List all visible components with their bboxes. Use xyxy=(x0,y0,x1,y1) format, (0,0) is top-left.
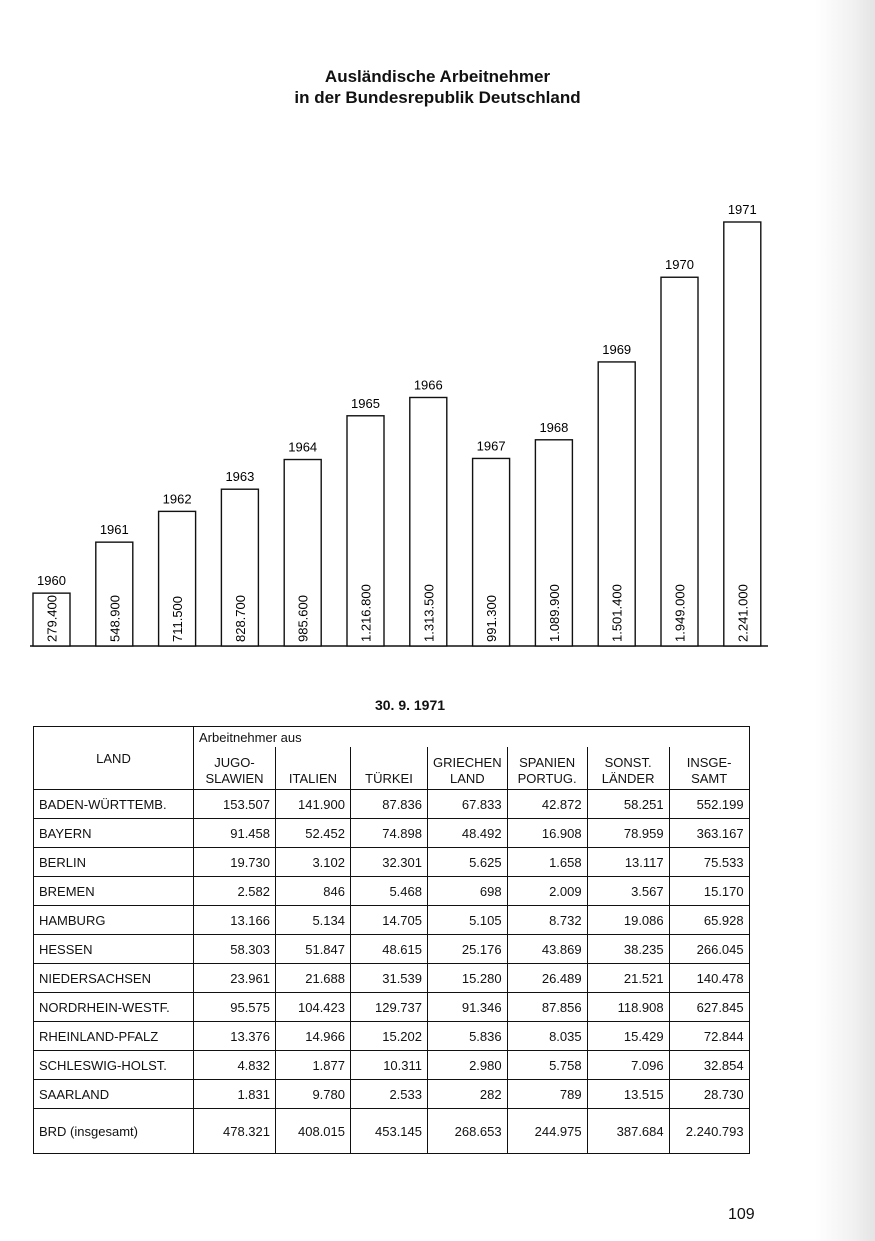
value-cell: 627.845 xyxy=(669,993,749,1022)
value-cell: 3.102 xyxy=(276,848,351,877)
value-cell: 87.856 xyxy=(507,993,587,1022)
page-number: 109 xyxy=(728,1206,755,1223)
workers-table xyxy=(33,726,750,1154)
value-cell: 72.844 xyxy=(669,1022,749,1051)
value-cell: 74.898 xyxy=(351,819,428,848)
value-cell: 10.311 xyxy=(351,1051,428,1080)
value-cell: 52.452 xyxy=(276,819,351,848)
value-cell: 2.980 xyxy=(428,1051,508,1080)
column-header: TÜRKEI xyxy=(351,747,428,790)
land-cell: NORDRHEIN-WESTF. xyxy=(34,993,194,1022)
land-cell: BADEN-WÜRTTEMB. xyxy=(34,790,194,819)
value-cell: 15.170 xyxy=(669,877,749,906)
table-row xyxy=(34,935,750,964)
value-label-1971: 2.241.000 xyxy=(735,584,751,642)
value-cell: 91.458 xyxy=(194,819,276,848)
value-cell: 42.872 xyxy=(507,790,587,819)
column-header: INSGE- SAMT xyxy=(669,747,749,790)
value-cell: 5.134 xyxy=(276,906,351,935)
value-cell: 268.653 xyxy=(428,1109,508,1154)
value-cell: 1.877 xyxy=(276,1051,351,1080)
value-label-1966: 1.313.500 xyxy=(421,584,437,642)
value-cell: 5.105 xyxy=(428,906,508,935)
value-cell: 9.780 xyxy=(276,1080,351,1109)
value-cell: 266.045 xyxy=(669,935,749,964)
land-cell: BERLIN xyxy=(34,848,194,877)
value-cell: 19.086 xyxy=(587,906,669,935)
value-cell: 244.975 xyxy=(507,1109,587,1154)
value-cell: 7.096 xyxy=(587,1051,669,1080)
value-label-1962: 711.500 xyxy=(170,595,186,642)
table-row xyxy=(34,1080,750,1109)
value-cell: 91.346 xyxy=(428,993,508,1022)
value-cell: 363.167 xyxy=(669,819,749,848)
value-label-1960: 279.400 xyxy=(44,595,60,642)
group-header: Arbeitnehmer aus xyxy=(194,727,750,748)
value-cell: 698 xyxy=(428,877,508,906)
value-cell: 129.737 xyxy=(351,993,428,1022)
value-cell: 478.321 xyxy=(194,1109,276,1154)
value-cell: 25.176 xyxy=(428,935,508,964)
value-cell: 13.376 xyxy=(194,1022,276,1051)
value-label-1964: 985.600 xyxy=(295,595,311,642)
year-label-1967: 1967 xyxy=(476,438,506,454)
year-label-1960: 1960 xyxy=(37,573,66,589)
value-cell: 28.730 xyxy=(669,1080,749,1109)
value-label-1970: 1.949.000 xyxy=(672,584,688,642)
land-cell: BAYERN xyxy=(34,819,194,848)
value-cell: 282 xyxy=(428,1080,508,1109)
table-date: 30. 9. 1971 xyxy=(374,697,446,713)
value-cell: 31.539 xyxy=(351,964,428,993)
value-cell: 32.301 xyxy=(351,848,428,877)
value-cell: 140.478 xyxy=(669,964,749,993)
value-cell: 58.303 xyxy=(194,935,276,964)
year-label-1968: 1968 xyxy=(539,419,569,435)
value-label-1961: 548.900 xyxy=(107,595,123,642)
land-cell: RHEINLAND-PFALZ xyxy=(34,1022,194,1051)
table-row xyxy=(34,819,750,848)
table-row xyxy=(34,790,750,819)
value-cell: 14.705 xyxy=(351,906,428,935)
value-cell: 43.869 xyxy=(507,935,587,964)
land-cell: SAARLAND xyxy=(34,1080,194,1109)
column-header: SONST. LÄNDER xyxy=(587,747,669,790)
value-cell: 75.533 xyxy=(669,848,749,877)
value-cell: 95.575 xyxy=(194,993,276,1022)
chart-title: Ausländische Arbeitnehmer xyxy=(324,67,551,86)
land-cell: BREMEN xyxy=(34,877,194,906)
value-label-1969: 1.501.400 xyxy=(609,584,625,642)
value-cell: 48.615 xyxy=(351,935,428,964)
value-cell: 5.836 xyxy=(428,1022,508,1051)
column-header: SPANIEN PORTUG. xyxy=(507,747,587,790)
value-cell: 13.515 xyxy=(587,1080,669,1109)
land-cell: HAMBURG xyxy=(34,906,194,935)
year-label-1970: 1970 xyxy=(665,257,694,273)
value-cell: 15.429 xyxy=(587,1022,669,1051)
value-cell: 15.280 xyxy=(428,964,508,993)
table-row xyxy=(34,877,750,906)
value-cell: 1.658 xyxy=(507,848,587,877)
value-cell: 8.732 xyxy=(507,906,587,935)
year-label-1964: 1964 xyxy=(288,439,318,455)
value-cell: 87.836 xyxy=(351,790,428,819)
value-cell: 78.959 xyxy=(587,819,669,848)
value-cell: 19.730 xyxy=(194,848,276,877)
year-label-1962: 1962 xyxy=(162,491,192,507)
column-header: GRIECHEN LAND xyxy=(428,747,508,790)
value-cell: 5.758 xyxy=(507,1051,587,1080)
value-cell: 2.240.793 xyxy=(669,1109,749,1154)
value-cell: 67.833 xyxy=(428,790,508,819)
value-cell: 14.966 xyxy=(276,1022,351,1051)
land-cell: SCHLESWIG-HOLST. xyxy=(34,1051,194,1080)
value-cell: 5.625 xyxy=(428,848,508,877)
value-cell: 387.684 xyxy=(587,1109,669,1154)
year-label-1969: 1969 xyxy=(602,341,632,357)
table-body xyxy=(34,790,750,1154)
value-cell: 15.202 xyxy=(351,1022,428,1051)
value-cell: 32.854 xyxy=(669,1051,749,1080)
value-cell: 21.688 xyxy=(276,964,351,993)
value-cell: 118.908 xyxy=(587,993,669,1022)
value-cell: 552.199 xyxy=(669,790,749,819)
land-cell: NIEDERSACHSEN xyxy=(34,964,194,993)
value-label-1968: 1.089.900 xyxy=(546,584,562,642)
table-row xyxy=(34,964,750,993)
value-cell: 58.251 xyxy=(587,790,669,819)
value-cell: 16.908 xyxy=(507,819,587,848)
year-label-1963: 1963 xyxy=(225,469,255,485)
land-header: LAND xyxy=(34,727,194,790)
year-label-1965: 1965 xyxy=(351,395,380,411)
value-cell: 104.423 xyxy=(276,993,351,1022)
value-cell: 13.166 xyxy=(194,906,276,935)
land-cell: BRD (insgesamt) xyxy=(34,1109,194,1154)
value-cell: 408.015 xyxy=(276,1109,351,1154)
value-cell: 141.900 xyxy=(276,790,351,819)
value-cell: 65.928 xyxy=(669,906,749,935)
column-header: ITALIEN xyxy=(276,747,351,790)
value-cell: 5.468 xyxy=(351,877,428,906)
table-row xyxy=(34,1051,750,1080)
total-row xyxy=(34,1109,750,1154)
value-cell: 1.831 xyxy=(194,1080,276,1109)
value-cell: 789 xyxy=(507,1080,587,1109)
value-cell: 21.521 xyxy=(587,964,669,993)
table-row xyxy=(34,993,750,1022)
value-cell: 48.492 xyxy=(428,819,508,848)
value-label-1963: 828.700 xyxy=(232,595,248,642)
value-cell: 2.582 xyxy=(194,877,276,906)
value-label-1967: 991.300 xyxy=(484,595,500,642)
value-cell: 51.847 xyxy=(276,935,351,964)
value-cell: 2.533 xyxy=(351,1080,428,1109)
year-label-1971: 1971 xyxy=(727,202,757,217)
value-cell: 846 xyxy=(276,877,351,906)
value-cell: 3.567 xyxy=(587,877,669,906)
table-row xyxy=(34,906,750,935)
chart-subtitle: in der Bundesrepublik Deutschland xyxy=(294,88,581,107)
value-cell: 2.009 xyxy=(507,877,587,906)
value-cell: 153.507 xyxy=(194,790,276,819)
value-cell: 453.145 xyxy=(351,1109,428,1154)
value-cell: 26.489 xyxy=(507,964,587,993)
value-label-1965: 1.216.800 xyxy=(358,584,374,642)
land-cell: HESSEN xyxy=(34,935,194,964)
value-cell: 4.832 xyxy=(194,1051,276,1080)
table-row xyxy=(34,1022,750,1051)
year-label-1966: 1966 xyxy=(413,377,443,393)
value-cell: 8.035 xyxy=(507,1022,587,1051)
table-row xyxy=(34,848,750,877)
value-cell: 13.117 xyxy=(587,848,669,877)
bar-1971 xyxy=(724,222,761,646)
year-label-1961: 1961 xyxy=(99,522,129,538)
column-header: JUGO- SLAWIEN xyxy=(194,747,276,790)
value-cell: 23.961 xyxy=(194,964,276,993)
value-cell: 38.235 xyxy=(587,935,669,964)
